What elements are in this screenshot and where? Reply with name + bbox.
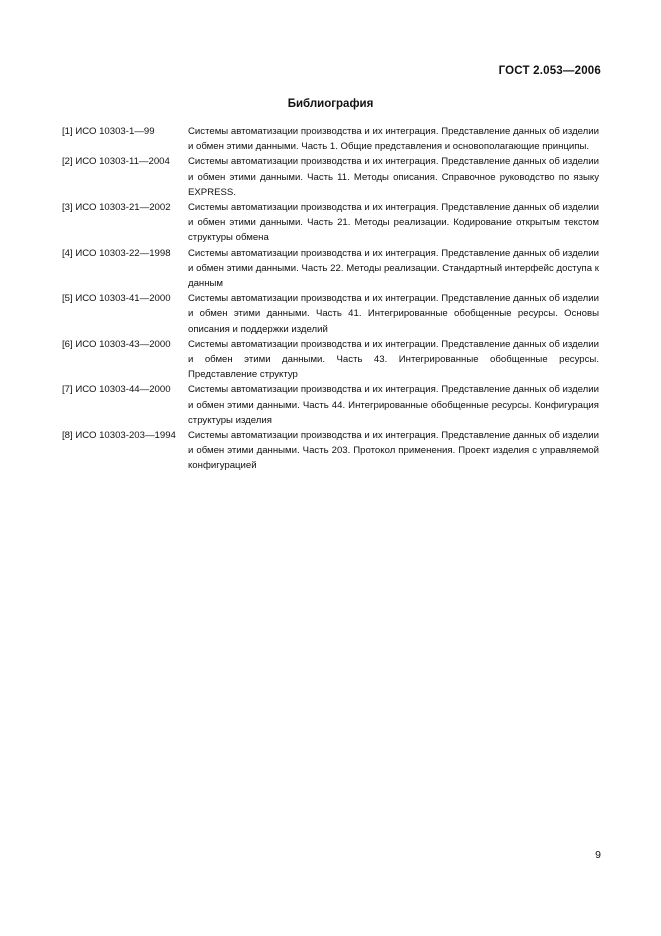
entry-text: Системы автоматизации производства и их интеграция. Представление данных об изделии и обмен этими данными. Часть 1. Общие представления и основополагающие принципы. (188, 126, 599, 153)
bibliography-entry (62, 124, 599, 154)
document-header: ГОСТ 2.053—2006 (498, 65, 601, 77)
bibliography-entry (62, 428, 599, 474)
entry-reference: [1] ИСО 10303-1—99 (62, 126, 155, 137)
bibliography-entry (62, 246, 599, 292)
entry-text: Системы автоматизации производства и их интеграция. Представление данных об изделии и обмен этими данными. Часть 21. Методы реализации. Кодирование открытым текстом структуры обмена (188, 202, 599, 244)
entry-text: Системы автоматизации производства и их интеграция. Представление данных об изделии и обмен этими данными. Часть 11. Методы описания. Справочное руководство по языку EXPRESS. (188, 156, 599, 198)
entry-reference: [8] ИСО 10303-203—1994 (62, 430, 176, 442)
bibliography-entry (62, 382, 599, 428)
entry-text: Системы автоматизации производства и их интеграция. Представление данных об изделии и обмен этими данными. Часть 203. Протокол применения. Проект изделия с управляемой конфигурацией (188, 430, 599, 472)
entry-text: Системы автоматизации производства и их интеграция. Представление данных об изделии и обмен этими данными. Часть 44. Интегрированные обобщенные ресурсы. Конфигурация структуры изделия (188, 384, 599, 426)
entry-text: Системы автоматизации производства и их интеграция. Представление данных об изделии и обмен этими данными. Часть 22. Методы реализации. Стандартный интерфейс доступа к данным (188, 247, 599, 290)
bibliography-list (62, 124, 599, 474)
entry-reference: [6] ИСО 10303-43—2000 (62, 338, 171, 350)
section-title: Библиография (287, 98, 374, 110)
entry-reference: [4] ИСО 10303-22—1998 (62, 247, 171, 259)
bibliography-entry (62, 291, 599, 337)
entry-text: Системы автоматизации производства и их интеграции. Представление данных об изделии и обмен этими данными. Часть 43. Интегрированные обобщенные ресурсы. Представление структур (188, 338, 599, 381)
entry-reference: [2] ИСО 10303-11—2004 (62, 156, 170, 168)
entry-reference: [5] ИСО 10303-41—2000 (62, 293, 171, 305)
entry-reference: [7] ИСО 10303-44—2000 (62, 384, 171, 396)
bibliography-entry (62, 200, 599, 246)
bibliography-entry (62, 154, 599, 200)
entry-reference: [3] ИСО 10303-21—2002 (62, 202, 171, 214)
page-number: 9 (595, 849, 601, 861)
entry-text: Системы автоматизации производства и их интеграции. Представление данных об изделии и обмен этими данными. Часть 41. Интегрированные обобщенные ресурсы. Основы описания и поддержки изделий (188, 293, 599, 335)
bibliography-entry (62, 337, 599, 383)
